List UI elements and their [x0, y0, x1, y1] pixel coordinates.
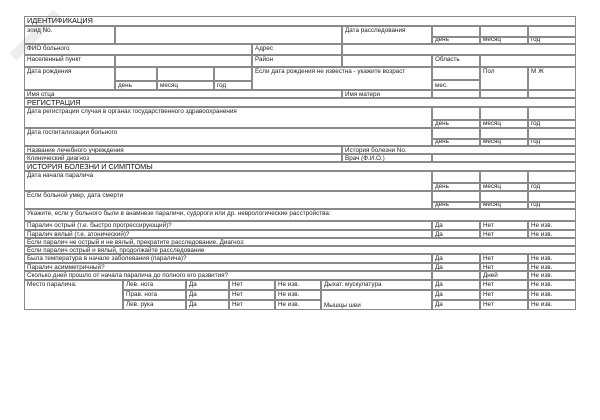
left-leg-yes-option-text: Да — [189, 281, 197, 288]
right-leg-unknown-option[interactable] — [275, 290, 321, 300]
registration-date-day-label-text: день — [435, 120, 449, 127]
death-date-month-input[interactable] — [480, 191, 528, 202]
age-months-label-text: мес. — [435, 82, 448, 89]
days-to-full-question-text: Сколько дней прошло от начала паралича до полного его развития? — [27, 272, 229, 279]
respiratory-label — [321, 280, 432, 290]
days-unit-label-text: Дней — [483, 272, 498, 279]
institution-label — [24, 146, 342, 154]
paralysis-onset-day-label — [432, 183, 480, 191]
days-to-full-question — [24, 271, 432, 280]
investigation-date-year-label — [528, 37, 576, 44]
investigation-date-label-text: Дата расследования — [345, 27, 406, 34]
left-leg-unknown-option-text: Не изв. — [278, 281, 300, 288]
acute-no-option-text: Нет — [483, 222, 494, 229]
paralysis-onset-day-label-text: день — [435, 183, 449, 190]
section-registration-header-text: РЕГИСТРАЦИЯ — [27, 98, 81, 107]
patient-name-label-text: ФИО больного — [27, 45, 70, 52]
neck-unknown-option-text: Не изв. — [531, 301, 553, 308]
address-label — [252, 44, 342, 55]
death-date-year-input[interactable] — [528, 191, 576, 202]
paralysis-location-label-text: Место паралича: — [27, 281, 77, 288]
father-name-label — [24, 90, 342, 98]
birth-date-year-label-text: год — [217, 82, 227, 89]
right-leg-yes-option[interactable] — [186, 290, 229, 300]
acute-question-text: Паралич острый (т.е. быстро прогрессирующий)? — [27, 222, 172, 229]
diagnosis-label — [24, 154, 342, 162]
region-input[interactable] — [480, 55, 576, 67]
continue-note-text: Если паралич острый и вялый, продолжайте расследование — [27, 247, 205, 254]
stop-note — [24, 238, 576, 246]
doctor-label-text: Врач (Ф.И.О.) — [345, 155, 385, 162]
neck-no-option[interactable] — [480, 300, 528, 310]
investigation-date-label — [342, 26, 432, 44]
locality-input[interactable] — [115, 55, 252, 67]
left-arm-label — [123, 300, 186, 310]
patient-name-label — [24, 44, 252, 55]
district-label — [252, 55, 342, 67]
respiratory-label-text: Дыхат. мускулатура — [324, 281, 382, 288]
age-if-unknown-label-text: Если дата рождения не известна - укажите возраст — [255, 68, 406, 75]
registration-date-month-label-text: месяц — [483, 120, 501, 127]
left-leg-label-text: Лев. нога — [126, 281, 154, 288]
stop-note-text: Если паралич не острый и не вялый, прекратите расследование. Диагноз: — [27, 239, 245, 246]
birth-date-month-label — [157, 81, 214, 91]
flaccid-yes-option-text: Да — [435, 231, 443, 238]
sex-options-text: М Ж — [531, 68, 544, 75]
paralysis-onset-year-input[interactable] — [528, 171, 576, 183]
section-registration-header — [24, 98, 576, 107]
neck-no-option-text: Нет — [483, 301, 494, 308]
flaccid-no-option[interactable] — [480, 230, 528, 238]
death-date-label-text: Если больной умер, дата смерти — [27, 192, 124, 199]
respiratory-unknown-option-text: Не изв. — [531, 281, 553, 288]
section-identification-header-text: ИДЕНТИФИКАЦИЯ — [27, 16, 93, 25]
acute-yes-option[interactable] — [432, 221, 480, 230]
anamnesis-label-text: Укажите, если у больного были в анамнезе параличи, судороги или др. неврологические расстройства: — [27, 210, 331, 217]
left-leg-no-option[interactable] — [229, 280, 275, 290]
asymmetric-question-text: Паралич асимметричный? — [27, 264, 105, 271]
right-leg-label — [123, 290, 186, 300]
registration-date-year-label-text: год — [531, 120, 541, 127]
death-date-day-label — [432, 202, 480, 209]
neck-yes-option[interactable] — [432, 300, 480, 310]
age-months-label — [432, 80, 480, 90]
fever-no-option[interactable] — [480, 254, 528, 263]
district-input[interactable] — [342, 55, 432, 67]
left-arm-yes-option-text: Да — [189, 301, 197, 308]
acute-no-option[interactable] — [480, 221, 528, 230]
death-date-day-label-text: день — [435, 202, 449, 208]
paralysis-onset-label — [24, 171, 432, 191]
sex-options[interactable] — [528, 67, 576, 90]
neck-label-text: Мышцы шеи — [324, 302, 361, 309]
left-arm-label-text: Лев. рука — [126, 301, 154, 308]
acute-question — [24, 221, 432, 230]
epid-no-label-text: эпид No. — [27, 27, 53, 34]
paralysis-onset-year-label — [528, 183, 576, 191]
case-history-no-label-text: История болезни No. — [345, 147, 407, 154]
asymmetric-no-option[interactable] — [480, 263, 528, 271]
case-history-no-label — [342, 146, 576, 154]
acute-unknown-option-text: Не изв. — [531, 222, 553, 229]
section-identification-header — [24, 16, 576, 26]
right-leg-no-option-text: Нет — [232, 291, 243, 298]
investigation-date-month-label-text: месяц — [483, 37, 501, 43]
death-date-month-label — [480, 202, 528, 209]
fever-no-option-text: Нет — [483, 255, 494, 262]
birth-date-day-label — [115, 81, 157, 91]
respiratory-yes-option-text: Да — [435, 281, 443, 288]
days-to-full-input[interactable] — [432, 271, 480, 280]
neck-upper-unknown-option-text: Не изв. — [531, 291, 553, 298]
investigation-date-year-label-text: год — [531, 37, 541, 43]
respiratory-no-option-text: Нет — [483, 281, 494, 288]
hospitalization-date-year-label — [528, 139, 576, 146]
flaccid-yes-option[interactable] — [432, 230, 480, 238]
paralysis-onset-month-label-text: месяц — [483, 183, 501, 190]
birth-date-label — [24, 67, 115, 90]
flaccid-question — [24, 230, 432, 238]
asymmetric-unknown-option-text: Не изв. — [531, 264, 553, 271]
fever-unknown-option-text: Не изв. — [531, 255, 553, 262]
epid-no-input[interactable] — [115, 26, 342, 44]
respiratory-yes-option[interactable] — [432, 280, 480, 290]
hospitalization-date-label — [24, 128, 432, 146]
paralysis-onset-month-input[interactable] — [480, 171, 528, 183]
left-leg-label — [123, 280, 186, 290]
registration-date-label — [24, 107, 432, 128]
left-leg-yes-option[interactable] — [186, 280, 229, 290]
hospitalization-date-month-label — [480, 139, 528, 146]
death-date-year-label — [528, 202, 576, 209]
doctor-input[interactable] — [432, 154, 576, 162]
left-arm-unknown-option[interactable] — [275, 300, 321, 310]
left-arm-unknown-option-text: Не изв. — [278, 301, 300, 308]
paralysis-location-label — [24, 280, 123, 310]
fever-yes-option-text: Да — [435, 255, 443, 262]
region-label — [432, 55, 480, 67]
region-label-text: Область — [435, 56, 460, 63]
investigation-date-month-input[interactable] — [480, 26, 528, 37]
days-unknown-option-text: Не изв. — [531, 272, 553, 279]
address-input[interactable] — [342, 44, 576, 55]
right-leg-label-text: Прав. нога — [126, 291, 158, 298]
mother-name-input-2[interactable] — [480, 90, 528, 98]
father-name-label-text: Имя отца — [27, 91, 55, 98]
doctor-label — [342, 154, 432, 162]
mother-name-input-1[interactable] — [432, 90, 480, 98]
left-arm-no-option[interactable] — [229, 300, 275, 310]
birth-date-day-input[interactable] — [115, 67, 157, 81]
hospitalization-date-month-label-text: месяц — [483, 139, 501, 145]
hospitalization-date-day-input[interactable] — [432, 128, 480, 139]
flaccid-question-text: Паралич вялый (т.е. атонический)? — [27, 231, 130, 238]
neck-upper-yes-option-text: Да — [435, 291, 443, 298]
investigation-date-day-input[interactable] — [432, 26, 480, 37]
left-arm-yes-option[interactable] — [186, 300, 229, 310]
asymmetric-question — [24, 263, 432, 271]
birth-date-day-label-text: день — [118, 82, 132, 89]
mother-name-label-text: Имя матери — [345, 91, 381, 98]
respiratory-unknown-option[interactable] — [528, 280, 576, 290]
institution-label-text: Название лечебного учреждения — [27, 147, 124, 154]
right-leg-yes-option-text: Да — [189, 291, 197, 298]
neck-label — [321, 290, 432, 310]
investigation-date-day-label-text: день — [435, 37, 449, 43]
birth-date-year-input[interactable] — [214, 67, 252, 81]
fever-unknown-option[interactable] — [528, 254, 576, 263]
neck-upper-no-option[interactable] — [480, 290, 528, 300]
asymmetric-no-option-text: Нет — [483, 264, 494, 271]
age-if-unknown-label — [252, 67, 432, 90]
respiratory-no-option[interactable] — [480, 280, 528, 290]
death-date-year-label-text: год — [531, 202, 541, 208]
registration-date-year-label — [528, 120, 576, 129]
hospitalization-date-month-input[interactable] — [480, 128, 528, 139]
left-leg-unknown-option[interactable] — [275, 280, 321, 290]
death-date-day-input[interactable] — [432, 191, 480, 202]
birth-date-month-input[interactable] — [157, 67, 214, 81]
paralysis-onset-year-label-text: год — [531, 183, 541, 190]
diagnosis-label-text: Клинический диагноз — [27, 155, 90, 162]
fever-yes-option[interactable] — [432, 254, 480, 263]
birth-date-label-text: Дата рождения — [27, 68, 72, 75]
hospitalization-date-label-text: Дата госпитализации больного — [27, 129, 118, 136]
registration-date-day-label — [432, 120, 480, 129]
paralysis-onset-label-text: Дата начала паралича — [27, 172, 94, 179]
age-months-input[interactable] — [432, 67, 480, 80]
days-unknown-option[interactable] — [528, 271, 576, 280]
right-leg-no-option[interactable] — [229, 290, 275, 300]
fever-question — [24, 254, 432, 263]
neck-upper-yes-option[interactable] — [432, 290, 480, 300]
neck-unknown-option[interactable] — [528, 300, 576, 310]
paralysis-onset-month-label — [480, 183, 528, 191]
investigation-date-day-label — [432, 37, 480, 44]
anamnesis-label — [24, 209, 576, 221]
section-history-header-text: ИСТОРИЯ БОЛЕЗНИ И СИМПТОМЫ — [27, 162, 153, 171]
mother-name-label — [342, 90, 432, 98]
death-date-month-label-text: месяц — [483, 202, 501, 208]
flaccid-no-option-text: Нет — [483, 231, 494, 238]
days-unit-label — [480, 271, 528, 280]
registration-date-label-text: Дата регистрации случая в органах государственного здравоохранения — [27, 108, 237, 115]
investigation-date-year-input[interactable] — [528, 26, 576, 37]
flaccid-unknown-option-text: Не изв. — [531, 231, 553, 238]
birth-date-month-label-text: месяц — [160, 82, 178, 89]
neck-upper-unknown-option[interactable] — [528, 290, 576, 300]
left-leg-no-option-text: Нет — [232, 281, 243, 288]
death-date-label — [24, 191, 432, 209]
investigation-date-month-label — [480, 37, 528, 44]
neck-upper-no-option-text: Нет — [483, 291, 494, 298]
hospitalization-date-year-label-text: год — [531, 139, 541, 145]
asymmetric-unknown-option[interactable] — [528, 263, 576, 271]
locality-label — [24, 55, 115, 67]
left-arm-no-option-text: Нет — [232, 301, 243, 308]
locality-label-text: Населенный пункт — [27, 56, 82, 63]
district-label-text: Район — [255, 56, 273, 63]
hospitalization-date-day-label-text: день — [435, 139, 449, 145]
address-label-text: Адрес — [255, 45, 274, 52]
registration-date-year-input[interactable] — [528, 107, 576, 120]
fever-question-text: Была температура в начале заболевания (паралича)? — [27, 255, 187, 262]
sex-label — [480, 67, 528, 90]
neck-yes-option-text: Да — [435, 301, 443, 308]
registration-date-day-input[interactable] — [432, 107, 480, 120]
flaccid-unknown-option[interactable] — [528, 230, 576, 238]
hospitalization-date-day-label — [432, 139, 480, 146]
hospitalization-date-year-input[interactable] — [528, 128, 576, 139]
right-leg-unknown-option-text: Не изв. — [278, 291, 300, 298]
acute-yes-option-text: Да — [435, 222, 443, 229]
asymmetric-yes-option-text: Да — [435, 264, 443, 271]
paralysis-onset-day-input[interactable] — [432, 171, 480, 183]
continue-note — [24, 246, 576, 254]
asymmetric-yes-option[interactable] — [432, 263, 480, 271]
section-history-header — [24, 162, 576, 171]
birth-date-year-label — [214, 81, 252, 91]
registration-date-month-input[interactable] — [480, 107, 528, 120]
epid-no-label — [24, 26, 115, 44]
acute-unknown-option[interactable] — [528, 221, 576, 230]
mother-name-input-3[interactable] — [528, 90, 576, 98]
sex-label-text: Пол — [483, 68, 495, 75]
registration-date-month-label — [480, 120, 528, 129]
